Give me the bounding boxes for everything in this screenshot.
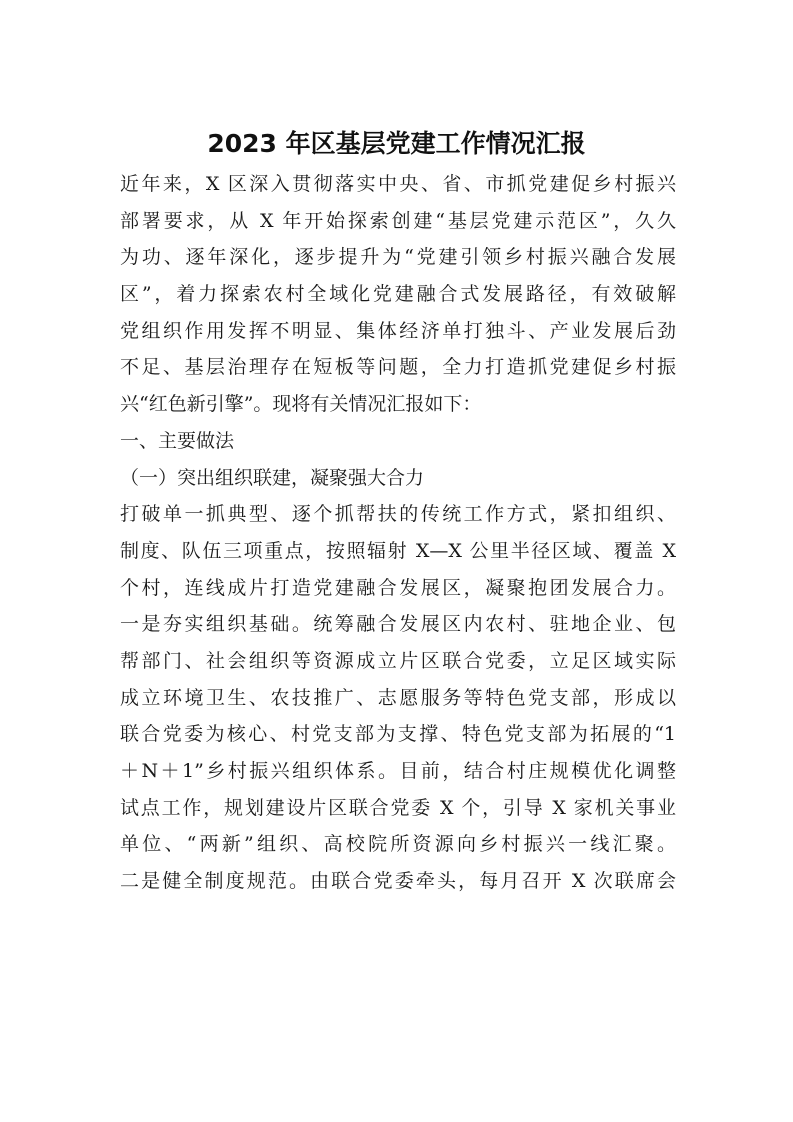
body-line: 二是健全制度规范。由联合党委牵头，每月召开 X 次联席会 — [120, 870, 676, 893]
document-title: 2023 年区基层党建工作情况汇报 — [207, 129, 586, 158]
body-line: 兴“红色新引擎”。现将有关情况汇报如下： — [120, 393, 482, 416]
body-line: 打破单一抓典型、逐个抓帮扶的传统工作方式，紧扣组织、 — [120, 503, 676, 526]
section-heading: 一、主要做法 — [120, 429, 235, 452]
body-line: 区”，着力探索农村全域化党建融合式发展路径，有效破解 — [120, 283, 676, 306]
body-line: 不足、基层治理存在短板等问题，全力打造抓党建促乡村振 — [120, 356, 676, 379]
subsection-heading: （一）突出组织联建，凝聚强大合力 — [120, 466, 425, 489]
body-line: 一是夯实组织基础。统筹融合发展区内农村、驻地企业、包 — [120, 613, 676, 636]
body-line: 党组织作用发挥不明显、集体经济单打独斗、产业发展后劲 — [120, 319, 676, 342]
body-line: 制度、队伍三项重点，按照辐射 X—X 公里半径区域、覆盖 X — [120, 539, 676, 562]
body-line: 个村，连线成片打造党建融合发展区，凝聚抱团发展合力。 — [120, 576, 676, 599]
body-line: 成立环境卫生、农技推广、志愿服务等特色党支部，形成以 — [120, 686, 676, 709]
body-line: 试点工作，规划建设片区联合党委 X 个，引导 X 家机关事业 — [120, 796, 676, 819]
body-line: 近年来，X 区深入贯彻落实中央、省、市抓党建促乡村振兴 — [120, 173, 676, 195]
body-line: 帮部门、社会组织等资源成立片区联合党委，立足区域实际 — [120, 649, 676, 672]
body-line: 部署要求，从 X 年开始探索创建“基层党建示范区”，久久 — [120, 209, 676, 232]
body-line: 联合党委为核心、村党支部为支撑、特色党支部为拓展的“1 — [120, 723, 676, 746]
document-body — [120, 166, 676, 900]
body-line: 为功、逐年深化，逐步提升为“党建引领乡村振兴融合发展 — [120, 246, 676, 269]
body-line: ＋N＋1”乡村振兴组织体系。目前，结合村庄规模优化调整 — [120, 760, 676, 782]
body-line: 单位、“两新”组织、高校院所资源向乡村振兴一线汇聚。 — [120, 833, 676, 856]
